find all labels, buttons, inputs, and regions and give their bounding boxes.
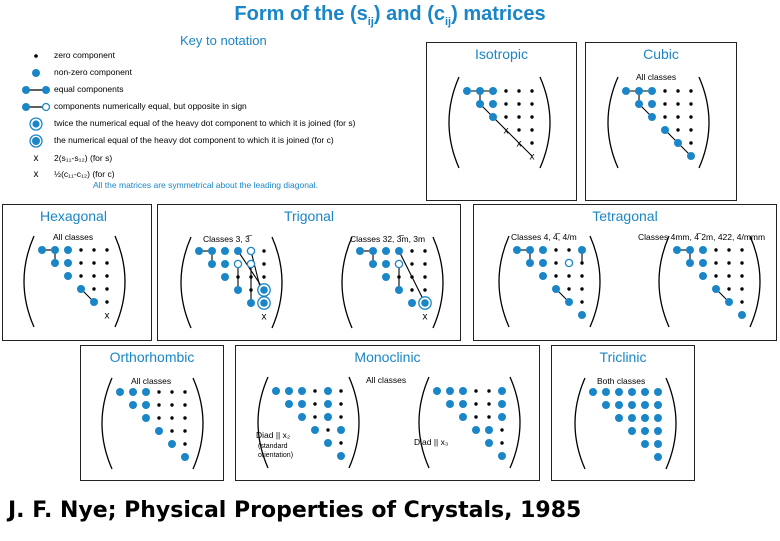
zero-component bbox=[105, 261, 108, 264]
nonzero-component bbox=[674, 139, 682, 147]
matrix-bracket-left bbox=[342, 237, 352, 328]
nonzero-component bbox=[565, 298, 573, 306]
nonzero-component bbox=[654, 388, 662, 396]
zero-component bbox=[500, 441, 503, 444]
nonzero-component bbox=[485, 426, 493, 434]
key-note: All the matrices are symmetrical about the leading diagonal. bbox=[93, 180, 318, 190]
zero-component bbox=[339, 389, 342, 392]
nonzero-component bbox=[589, 388, 597, 396]
panel-subtitle: All classes bbox=[636, 72, 677, 82]
zero-component bbox=[487, 389, 490, 392]
cross-icon: x bbox=[33, 168, 39, 180]
matrix-bracket-left bbox=[499, 236, 509, 327]
zero-component bbox=[504, 89, 507, 92]
zero-component bbox=[689, 102, 692, 105]
nonzero-component bbox=[382, 247, 390, 255]
zero-component bbox=[487, 402, 490, 405]
zero-component bbox=[740, 248, 743, 251]
nonzero-component bbox=[285, 387, 293, 395]
nonzero-component bbox=[641, 401, 649, 409]
zero-component bbox=[530, 128, 533, 131]
nonzero-component bbox=[129, 388, 137, 396]
zero-component bbox=[689, 141, 692, 144]
nonzero-component bbox=[615, 414, 623, 422]
zero-component bbox=[487, 415, 490, 418]
nonzero-component bbox=[738, 311, 746, 319]
matrix-bracket-right bbox=[349, 377, 359, 468]
zero-component bbox=[410, 249, 413, 252]
key-row-equal: equal components bbox=[22, 82, 123, 96]
nonzero-component bbox=[64, 259, 72, 267]
nonzero-component bbox=[539, 272, 547, 280]
double-ring-core bbox=[421, 299, 429, 307]
key-row-nonzero: non-zero component bbox=[22, 65, 132, 79]
zero-component bbox=[262, 262, 265, 265]
zero-component bbox=[105, 287, 108, 290]
zero-component bbox=[92, 287, 95, 290]
nonzero-component bbox=[489, 87, 497, 95]
nonzero-component bbox=[628, 414, 636, 422]
panel-subtitle: Classes 32, 3̅m, 3m bbox=[350, 234, 426, 244]
matrix-bracket-left bbox=[575, 378, 585, 469]
key-row-opposite: components numerically equal, but opposite in sign bbox=[22, 99, 247, 113]
zero-component bbox=[554, 261, 557, 264]
nonzero-component bbox=[382, 260, 390, 268]
zero-component bbox=[554, 248, 557, 251]
zero-component bbox=[262, 275, 265, 278]
zero-component bbox=[170, 403, 173, 406]
nonzero-component bbox=[298, 413, 306, 421]
zero-component bbox=[339, 402, 342, 405]
nonzero-component bbox=[234, 286, 242, 294]
zero-component bbox=[170, 390, 173, 393]
zero-component bbox=[423, 262, 426, 265]
panel-title: Hexagonal bbox=[40, 208, 107, 224]
nonzero-component bbox=[635, 87, 643, 95]
nonzero-component bbox=[298, 400, 306, 408]
nonzero-component bbox=[463, 87, 471, 95]
zero-component bbox=[92, 274, 95, 277]
cross-component: x bbox=[422, 311, 428, 323]
nonzero-component bbox=[498, 400, 506, 408]
nonzero-component bbox=[221, 273, 229, 281]
zero-component bbox=[410, 275, 413, 278]
zero-component bbox=[689, 128, 692, 131]
zero-component bbox=[676, 89, 679, 92]
panel-title: Orthorhombic bbox=[109, 349, 195, 365]
nonzero-component bbox=[476, 87, 484, 95]
zero-component bbox=[105, 274, 108, 277]
zero-component bbox=[517, 115, 520, 118]
nonzero-component bbox=[433, 387, 441, 395]
panel-title: Tetragonal bbox=[592, 208, 658, 224]
zero-component bbox=[313, 415, 316, 418]
zero-component bbox=[530, 102, 533, 105]
zero-component bbox=[249, 288, 252, 291]
zero-component bbox=[580, 261, 583, 264]
zero-component bbox=[663, 102, 666, 105]
zero-component bbox=[79, 274, 82, 277]
zero-component bbox=[530, 115, 533, 118]
nonzero-component bbox=[247, 299, 255, 307]
zero-component bbox=[740, 300, 743, 303]
nonzero-component bbox=[498, 452, 506, 460]
nonzero-component bbox=[673, 246, 681, 254]
nonzero-component bbox=[476, 100, 484, 108]
zero-component bbox=[580, 300, 583, 303]
panel-title: Triclinic bbox=[599, 349, 647, 365]
nonzero-component bbox=[628, 388, 636, 396]
nonzero-component bbox=[641, 427, 649, 435]
matrix-bracket-right bbox=[750, 236, 760, 327]
nonzero-component bbox=[90, 298, 98, 306]
nonzero-component bbox=[648, 87, 656, 95]
matrix-bracket-left bbox=[419, 377, 429, 468]
zero-component bbox=[740, 287, 743, 290]
zero-component bbox=[79, 248, 82, 251]
zero-component bbox=[170, 429, 173, 432]
nonzero-component bbox=[459, 413, 467, 421]
zero-component bbox=[410, 288, 413, 291]
zero-component bbox=[517, 102, 520, 105]
nonzero-component bbox=[699, 259, 707, 267]
nonzero-component bbox=[641, 414, 649, 422]
panel-subtitle: All classes bbox=[131, 376, 172, 386]
key-row-cross-c: x ½(c₁₁-c₁₂) (for c) bbox=[22, 167, 115, 181]
matrix-bracket-right bbox=[540, 77, 550, 168]
opposite-component bbox=[234, 260, 241, 267]
nonzero-component bbox=[498, 413, 506, 421]
zero-component bbox=[170, 416, 173, 419]
nonzero-component bbox=[489, 113, 497, 121]
zero-component bbox=[663, 115, 666, 118]
nonzero-component bbox=[208, 247, 216, 255]
monoclinic-label-a2: (standard bbox=[258, 443, 288, 450]
nonzero-component bbox=[622, 87, 630, 95]
cross-component: x bbox=[261, 311, 267, 323]
nonzero-component bbox=[285, 400, 293, 408]
nonzero-component bbox=[628, 427, 636, 435]
zero-component bbox=[740, 274, 743, 277]
key-row-ring: the numerical equal of the heavy dot component to which it is joined (for c) bbox=[22, 133, 334, 147]
zero-component bbox=[714, 261, 717, 264]
zero-component bbox=[714, 248, 717, 251]
nonzero-component bbox=[395, 247, 403, 255]
panel-subtitle: All classes bbox=[366, 375, 407, 385]
zero-component bbox=[79, 261, 82, 264]
zero-component bbox=[474, 415, 477, 418]
cross-component: x bbox=[503, 125, 509, 137]
nonzero-component bbox=[369, 247, 377, 255]
opposite-component bbox=[247, 260, 254, 267]
matrix-bracket-right bbox=[666, 378, 676, 469]
zero-component bbox=[504, 115, 507, 118]
zero-component bbox=[262, 249, 265, 252]
zero-component bbox=[689, 115, 692, 118]
opposite-component bbox=[247, 247, 254, 254]
nonzero-component bbox=[539, 246, 547, 254]
matrix-bracket-right bbox=[115, 236, 125, 327]
panel-subtitle: Classes 3, 3̅ bbox=[203, 234, 250, 244]
nonzero-component bbox=[142, 388, 150, 396]
zero-component bbox=[554, 274, 557, 277]
nonzero-component bbox=[51, 259, 59, 267]
zero-component bbox=[326, 428, 329, 431]
matrix-bracket-left bbox=[102, 378, 112, 469]
nonzero-component bbox=[552, 285, 560, 293]
nonzero-component bbox=[526, 246, 534, 254]
nonzero-component bbox=[446, 400, 454, 408]
nonzero-component bbox=[661, 126, 669, 134]
nonzero-component bbox=[654, 414, 662, 422]
nonzero-component bbox=[168, 440, 176, 448]
nonzero-component bbox=[578, 246, 586, 254]
key-row-double-ring: twice the numerical equal of the heavy dot component to which it is joined (for s) bbox=[22, 116, 355, 130]
panel-subtitle: Classes 4, 4̅, 4/m bbox=[511, 232, 577, 242]
panel-subtitle: All classes bbox=[53, 232, 94, 242]
zero-component bbox=[249, 275, 252, 278]
zero-component bbox=[339, 415, 342, 418]
zero-component bbox=[517, 128, 520, 131]
nonzero-component bbox=[221, 260, 229, 268]
zero-component bbox=[339, 441, 342, 444]
nonzero-component bbox=[459, 387, 467, 395]
panel-subtitle: Classes 4mm, 4̅ 2m, 422, 4/mmm bbox=[638, 232, 766, 242]
matrix-bracket-right bbox=[699, 77, 709, 168]
zero-component bbox=[423, 275, 426, 278]
panel-title: Cubic bbox=[643, 46, 679, 62]
nonzero-component bbox=[64, 246, 72, 254]
nonzero-component bbox=[181, 453, 189, 461]
nonzero-component bbox=[324, 387, 332, 395]
cross-icon: x bbox=[33, 152, 39, 164]
nonzero-component bbox=[648, 100, 656, 108]
nonzero-component bbox=[654, 440, 662, 448]
cross-component: x bbox=[516, 138, 522, 150]
nonzero-component bbox=[489, 100, 497, 108]
nonzero-component bbox=[628, 401, 636, 409]
nonzero-component bbox=[472, 426, 480, 434]
nonzero-component bbox=[116, 388, 124, 396]
nonzero-component bbox=[686, 246, 694, 254]
nonzero-component bbox=[129, 401, 137, 409]
zero-component bbox=[236, 275, 239, 278]
zero-component bbox=[504, 102, 507, 105]
matrix-bracket-right bbox=[272, 237, 282, 328]
nonzero-component bbox=[356, 247, 364, 255]
nonzero-component bbox=[687, 152, 695, 160]
nonzero-component bbox=[699, 246, 707, 254]
matrix-bracket-right bbox=[433, 237, 443, 328]
zero-component bbox=[727, 261, 730, 264]
nonzero-component bbox=[311, 426, 319, 434]
nonzero-component bbox=[712, 285, 720, 293]
nonzero-component bbox=[324, 439, 332, 447]
nonzero-component bbox=[337, 426, 345, 434]
zero-component bbox=[410, 262, 413, 265]
opposite-component bbox=[565, 259, 572, 266]
matrix-bracket-left bbox=[258, 377, 268, 468]
monoclinic-label-a: Diad || x₂ bbox=[256, 430, 291, 440]
nonzero-component bbox=[641, 388, 649, 396]
zero-component bbox=[313, 402, 316, 405]
nonzero-component bbox=[446, 387, 454, 395]
nonzero-component bbox=[142, 401, 150, 409]
matrix-bracket-right bbox=[590, 236, 600, 327]
equal-link bbox=[493, 117, 532, 156]
nonzero-component bbox=[208, 260, 216, 268]
zero-component bbox=[313, 389, 316, 392]
zero-component bbox=[157, 403, 160, 406]
panel-subtitle: Both classes bbox=[597, 376, 646, 386]
zero-component bbox=[676, 128, 679, 131]
matrix-bracket-left bbox=[659, 236, 669, 327]
nonzero-component bbox=[369, 260, 377, 268]
zero-component bbox=[740, 261, 743, 264]
nonzero-component bbox=[408, 299, 416, 307]
reference-citation: J. F. Nye; Physical Properties of Crystals, 1985 bbox=[8, 498, 582, 523]
nonzero-component bbox=[337, 452, 345, 460]
nonzero-component bbox=[459, 400, 467, 408]
zero-component bbox=[397, 275, 400, 278]
zero-component bbox=[567, 274, 570, 277]
zero-component bbox=[105, 300, 108, 303]
monoclinic-label-a3: orientation) bbox=[258, 452, 294, 459]
zero-component bbox=[580, 287, 583, 290]
cross-component: x bbox=[529, 151, 535, 163]
nonzero-component bbox=[602, 401, 610, 409]
zero-component bbox=[500, 428, 503, 431]
nonzero-component bbox=[324, 400, 332, 408]
matrix-bracket-left bbox=[449, 77, 459, 168]
double-ring-core bbox=[260, 299, 268, 307]
nonzero-component bbox=[195, 247, 203, 255]
nonzero-component bbox=[382, 273, 390, 281]
nonzero-component bbox=[615, 401, 623, 409]
nonzero-component bbox=[77, 285, 85, 293]
nonzero-component bbox=[64, 272, 72, 280]
nonzero-component bbox=[395, 286, 403, 294]
zero-component bbox=[92, 248, 95, 251]
nonzero-component bbox=[513, 246, 521, 254]
zero-component bbox=[663, 89, 666, 92]
nonzero-component bbox=[641, 440, 649, 448]
zero-component bbox=[183, 442, 186, 445]
monoclinic-label-b: Diad || x₃ bbox=[414, 437, 449, 447]
zero-component bbox=[92, 261, 95, 264]
zero-component bbox=[727, 248, 730, 251]
nonzero-component bbox=[221, 247, 229, 255]
matrix-bracket-right bbox=[510, 377, 520, 468]
nonzero-component bbox=[526, 259, 534, 267]
zero-component bbox=[530, 89, 533, 92]
panel-title: Isotropic bbox=[475, 46, 528, 62]
nonzero-component bbox=[51, 246, 59, 254]
nonzero-component bbox=[578, 311, 586, 319]
matrix-bracket-right bbox=[193, 378, 203, 469]
zero-component bbox=[530, 141, 533, 144]
zero-component bbox=[183, 390, 186, 393]
zero-component bbox=[727, 287, 730, 290]
matrix-bracket-left bbox=[24, 236, 34, 327]
zero-component bbox=[183, 403, 186, 406]
nonzero-component bbox=[155, 427, 163, 435]
zero-component bbox=[676, 115, 679, 118]
nonzero-component bbox=[298, 387, 306, 395]
opposite-component bbox=[395, 260, 402, 267]
nonzero-component bbox=[654, 401, 662, 409]
nonzero-component bbox=[654, 427, 662, 435]
panel-title: Monoclinic bbox=[354, 349, 421, 365]
zero-component bbox=[474, 402, 477, 405]
double-ring-core bbox=[260, 286, 268, 294]
zero-component bbox=[567, 287, 570, 290]
page-title: Form of the $(s_{ij})$ and $(c_{ij})$ matrices bbox=[234, 3, 546, 28]
zero-component bbox=[423, 288, 426, 291]
zero-component bbox=[423, 249, 426, 252]
zero-component bbox=[157, 416, 160, 419]
nonzero-component bbox=[602, 388, 610, 396]
nonzero-component bbox=[324, 413, 332, 421]
matrix-bracket-left bbox=[608, 77, 618, 168]
nonzero-component bbox=[654, 453, 662, 461]
key-row-cross-s: x 2(s₁₁-s₁₂) (for s) bbox=[22, 151, 112, 165]
zero-component bbox=[727, 274, 730, 277]
zero-component bbox=[714, 274, 717, 277]
key-heading: Key to notation bbox=[180, 33, 267, 48]
nonzero-component bbox=[38, 246, 46, 254]
nonzero-component bbox=[615, 388, 623, 396]
zero-component bbox=[567, 248, 570, 251]
zero-component bbox=[676, 102, 679, 105]
zero-component bbox=[474, 389, 477, 392]
key-row-zero: zero component bbox=[22, 48, 115, 62]
matrix-bracket-left bbox=[181, 237, 191, 328]
zero-component bbox=[105, 248, 108, 251]
nonzero-component bbox=[686, 259, 694, 267]
zero-component bbox=[183, 416, 186, 419]
nonzero-component bbox=[648, 113, 656, 121]
nonzero-component bbox=[498, 387, 506, 395]
nonzero-component bbox=[539, 259, 547, 267]
nonzero-component bbox=[142, 414, 150, 422]
zero-component bbox=[517, 89, 520, 92]
nonzero-component bbox=[635, 100, 643, 108]
zero-component bbox=[689, 89, 692, 92]
nonzero-component bbox=[699, 272, 707, 280]
nonzero-component bbox=[272, 387, 280, 395]
zero-component bbox=[580, 274, 583, 277]
zero-component bbox=[183, 429, 186, 432]
zero-component bbox=[157, 390, 160, 393]
nonzero-component bbox=[725, 298, 733, 306]
cross-component: x bbox=[104, 310, 110, 322]
nonzero-component bbox=[485, 439, 493, 447]
panel-title: Trigonal bbox=[283, 208, 335, 224]
nonzero-component bbox=[234, 247, 242, 255]
